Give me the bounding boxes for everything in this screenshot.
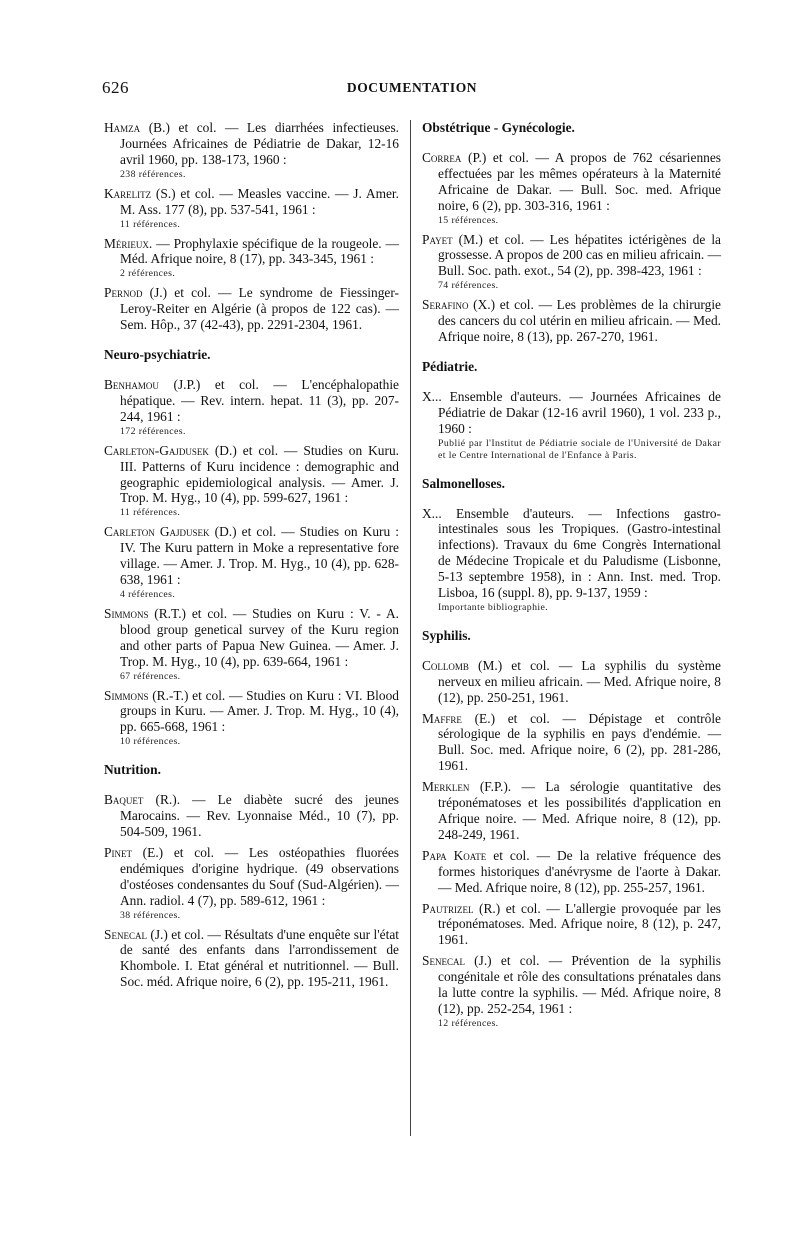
entry-citation: et col. — Measles vaccine. — J. Amer. M. Ass. 177 (8), pp. 537-541, 1961 : bbox=[120, 185, 399, 217]
bibliography-entry bbox=[104, 524, 399, 601]
page-header bbox=[102, 78, 722, 102]
entry-citation: et col. — Studies on Kuru : IV. The Kuru pattern in Moke a representative fore village. — Amer. J. Trop. M. Hyg., 10 (4), pp. 628-638, 1961 : bbox=[120, 524, 399, 588]
entry-note: 38 références. bbox=[120, 909, 181, 921]
bibliography-entry bbox=[422, 711, 721, 775]
bibliography-entry bbox=[104, 443, 399, 520]
entry-citation: et col. — L'allergie provoquée par les tréponématoses. Med. Afrique noire, 8 (12), p. 247, 1961. bbox=[438, 900, 721, 948]
running-title: DOCUMENTATION bbox=[346, 80, 478, 95]
section-heading: Neuro-psychiatrie. bbox=[104, 347, 211, 363]
entry-author: Hamza (B.) bbox=[104, 120, 170, 135]
entry-author: Baquet (R.). bbox=[104, 792, 181, 808]
bibliography-entry bbox=[422, 297, 721, 345]
entry-author: Pautrizel (R.) bbox=[422, 900, 501, 916]
entry-citation: Ensemble d'auteurs. — Infections gastro-intestinales sous les Tropiques. (Gastro-intestinal infections). Travaux du 6me Congrès International de Médecine Tropicale et du Paludisme (Lisbonne, 5-13 septembre 1958), in : Ann. Inst. med. Trop. Lisboa, 16 (suppl. 8), pp. 9-137, 1959 : bbox=[438, 505, 721, 601]
entry-citation: — La sérologie quantitative des tréponématoses et les possibilités d'application en Afrique noire. — Med. Afrique noire, 8 (12), pp. 248-249, 1961. bbox=[438, 779, 721, 842]
entry-note: 172 références. bbox=[120, 425, 186, 437]
entry-author: Benhamou (J.P.) bbox=[104, 376, 201, 392]
entry-author: Merklen (F.P.). bbox=[422, 779, 512, 795]
left-column bbox=[104, 120, 399, 995]
bibliography-entry bbox=[104, 845, 399, 922]
entry-citation: et col. — Studies on Kuru : V. - A. blood group genetical survey of the Kuru region and other parts of Papua New Guinea. — Amer. J. Trop. M. Hyg., 10 (4), pp. 639-664, 1961 : bbox=[120, 605, 399, 669]
entry-citation: et col. — Prévention de la syphilis congénitale et rôle des consultations prénatales dans la lutte contre la syphilis. — Méd. Afrique noire, 8 (12), pp. 252-254, 1961 : bbox=[438, 953, 721, 1016]
entry-author: Karelitz (S.) bbox=[104, 185, 176, 201]
section-heading: Obstétrique - Gynécologie. bbox=[422, 120, 575, 135]
page-number: 626 bbox=[102, 78, 129, 97]
bibliography-entry bbox=[422, 150, 721, 227]
bibliography-entry bbox=[422, 901, 721, 949]
bibliography-entry bbox=[104, 285, 399, 333]
entry-author: Serafino (X.) bbox=[422, 297, 496, 313]
entry-author: Senecal (J.) bbox=[104, 926, 168, 942]
entry-note: 11 références. bbox=[120, 507, 181, 519]
bibliography-entry bbox=[104, 186, 399, 231]
entry-citation: et col. — L'encéphalopathie hépatique. — Rev. intern. hepat. 11 (3), pp. 207-244, 1961 : bbox=[120, 376, 399, 424]
bibliography-entry bbox=[104, 792, 399, 840]
entry-note: Publié par l'Institut de Pédiatrie sociale de l'Université de Dakar et le Centre International de l'Enfance à Paris. bbox=[438, 437, 721, 461]
entry-author: Simmons (R.-T.) bbox=[104, 687, 189, 703]
bibliography-entry bbox=[422, 506, 721, 614]
bibliography-entry bbox=[422, 779, 721, 843]
entry-citation: et col. — Les hépatites ictérigènes de la grossesse. A propos de 200 cas en milieu africain. — Bull. Soc. path. exot., 54 (2), pp. 398-423, 1961 : bbox=[438, 231, 722, 279]
entry-citation: et col. — Studies on Kuru. III. Patterns of Kuru incidence : demographic and geographic epidemiological analysis. — Amer. J. Trop. M. Hyg., 10 (4), pp. 599-627, 1961 : bbox=[120, 442, 399, 506]
section-heading: Pédiatrie. bbox=[422, 358, 478, 374]
section-heading: Salmonelloses. bbox=[422, 475, 505, 491]
entry-citation: — Le diabète sucré des jeunes Marocains. — Rev. Lyonnaise Méd., 10 (7), pp. 504-509, 1961. bbox=[120, 792, 399, 839]
entry-author: Papa Koate bbox=[422, 847, 487, 863]
entry-note: Importante bibliographie. bbox=[438, 601, 549, 613]
entry-citation: et col. — Les diarrhées infectieuses. Journées Africaines de Pédiatrie de Dakar, 12-16 avril 1960, pp. 138-173, 1960 : bbox=[120, 120, 400, 167]
entry-author: Senecal (J.) bbox=[422, 953, 492, 969]
bibliography-entry bbox=[104, 927, 399, 991]
entry-note: 67 références. bbox=[120, 670, 181, 682]
entry-note: 4 références. bbox=[120, 588, 176, 600]
entry-author: Maffre (E.) bbox=[422, 710, 496, 726]
bibliography-entry bbox=[104, 377, 399, 438]
entry-note: 10 références. bbox=[120, 736, 181, 748]
right-column bbox=[422, 120, 721, 1035]
entry-author: Simmons (R.T.) bbox=[104, 605, 187, 621]
entry-citation: et col. — La syphilis du système nerveux en milieu africain. — Med. Afrique noire, 8 (12), pp. 250-251, 1961. bbox=[438, 657, 721, 705]
bibliography-entry bbox=[422, 658, 721, 706]
entry-note: 12 références. bbox=[438, 1017, 499, 1029]
entry-note: 74 références. bbox=[438, 280, 499, 292]
entry-author: Payet (M.) bbox=[422, 231, 483, 247]
section-heading: Syphilis. bbox=[422, 627, 471, 643]
entry-note: 238 références. bbox=[120, 168, 186, 180]
entry-citation: — Prophylaxie spécifique de la rougeole. — Méd. Afrique noire, 8 (17), pp. 343-345, 1961 : bbox=[120, 235, 399, 267]
bibliography-entry bbox=[422, 848, 721, 896]
bibliography-entry bbox=[422, 953, 721, 1030]
entry-author: Carleton Gajdusek (D.) bbox=[104, 524, 237, 540]
entry-citation: Ensemble d'auteurs. — Journées Africaines de Pédiatrie de Dakar (12-16 avril 1960), 1 vol. 233 p., 1960 : bbox=[438, 388, 721, 436]
bibliography-entry bbox=[422, 232, 721, 293]
entry-citation: et col. — De la relative fréquence des formes historiques d'anévrysme de l'aorte à Dakar. — Med. Afrique noire, 8 (12), pp. 255-257, 1961. bbox=[438, 847, 721, 895]
entry-citation: et col. — Les ostéopathies fluorées endémiques d'origine hydrique. (49 observations d'ostéoses condensantes du Souf (Sud-Algérien). — Ann. radiol. 4 (7), pp. 589-612, 1961 : bbox=[120, 844, 399, 908]
entry-citation: et col. — A propos de 762 césariennes effectuées par les mêmes opérateurs à la Maternité Africaine de Dakar. — Bull. Soc. med. Afrique noire, 6 (2), pp. 303-316, 1961 : bbox=[438, 149, 721, 213]
entry-author: Pernod (J.) bbox=[104, 285, 168, 301]
entry-note: 2 références. bbox=[120, 268, 176, 280]
entry-author: Mérieux. bbox=[104, 235, 153, 251]
entry-citation: et col. — Dépistage et contrôle sérologique de la syphilis en pays d'endémie. — Bull. Soc. med. Afrique noire, 6 (2), pp. 281-286, 1961. bbox=[438, 710, 721, 774]
column-divider bbox=[410, 120, 411, 1136]
bibliography-entry bbox=[104, 606, 399, 683]
entry-author: X... bbox=[422, 505, 442, 521]
entry-citation: et col. — Le syndrome de Fiessinger-Leroy-Reiter en Algérie (à propos de 122 cas). — Sem. Hôp., 37 (42-43), pp. 2291-2304, 1961. bbox=[120, 285, 399, 333]
entry-citation: et col. — Studies on Kuru : VI. Blood groups in Kuru. — Amer. J. Trop. M. Hyg., 10 (4), pp. 665-668, 1961 : bbox=[120, 687, 399, 735]
entry-author: X... bbox=[422, 388, 442, 404]
bibliography-entry bbox=[422, 389, 721, 462]
bibliography-entry bbox=[104, 236, 399, 281]
bibliography-entry bbox=[104, 120, 399, 181]
section-heading: Nutrition. bbox=[104, 762, 161, 778]
entry-citation: et col. — Résultats d'une enquête sur l'état de santé des enfants dans l'arrondissement de Khombole. I. Etat général et nutritionnel. — Bull. Soc. méd. Afrique noire, 6 (2), pp. 195-211, 1961. bbox=[120, 926, 399, 990]
bibliography-entry bbox=[104, 688, 399, 749]
entry-note: 11 références. bbox=[120, 218, 181, 230]
entry-author: Pinet (E.) bbox=[104, 844, 164, 860]
entry-citation: et col. — Les problèmes de la chirurgie des cancers du col utérin en milieu africain. — Med. Afrique noire, 8 (13), pp. 267-270, 1961. bbox=[438, 297, 721, 345]
entry-author: Correa (P.) bbox=[422, 149, 487, 165]
entry-author: Collomb (M.) bbox=[422, 657, 503, 673]
entry-author: Carleton-Gajdusek (D.) bbox=[104, 442, 237, 458]
entry-note: 15 références. bbox=[438, 214, 499, 226]
